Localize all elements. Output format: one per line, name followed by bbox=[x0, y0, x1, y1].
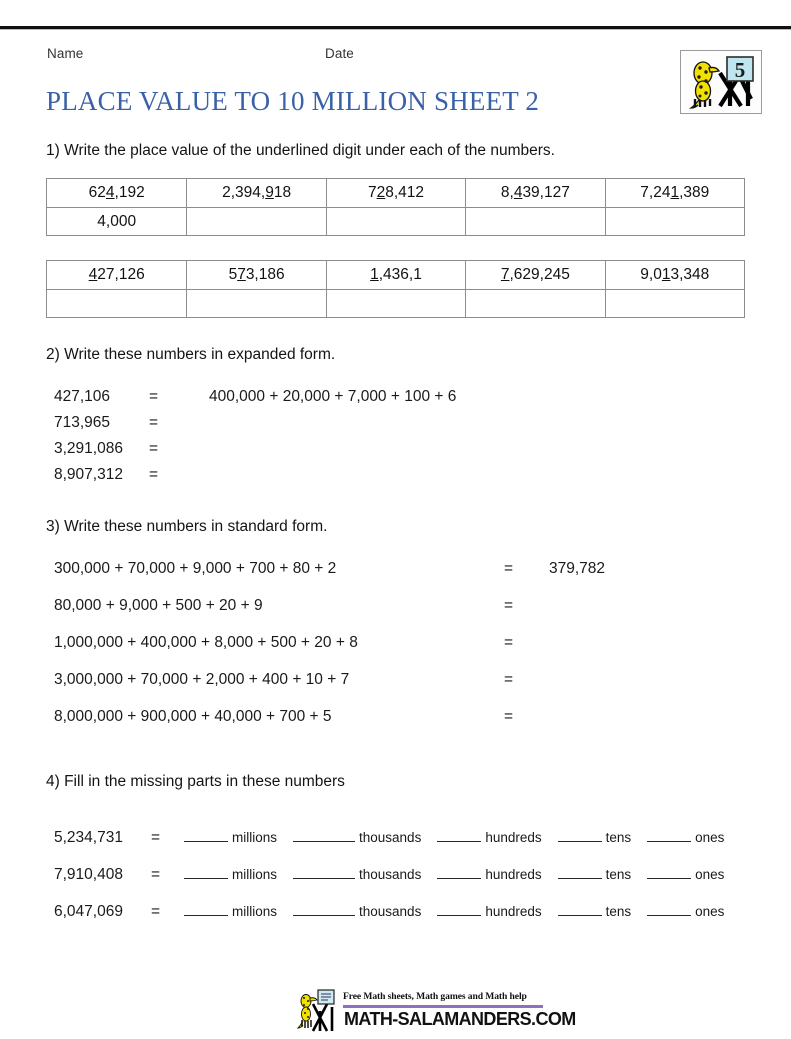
missing-parts-row bbox=[54, 865, 724, 885]
table-row bbox=[47, 290, 745, 318]
missing-parts-row bbox=[54, 828, 724, 848]
number-cell bbox=[466, 261, 605, 290]
equals-sign: = bbox=[151, 866, 161, 883]
standard-expression: 3,000,000 + 70,000 + 2,000 + 400 + 10 + 7 bbox=[54, 671, 350, 688]
blank-input-thousands[interactable] bbox=[293, 865, 355, 879]
number-cell bbox=[47, 261, 187, 290]
blank-input-tens[interactable] bbox=[558, 865, 602, 879]
standard-form-row bbox=[54, 671, 549, 689]
expanded-value[interactable]: 400,000 + 20,000 + 7,000 + 100 + 6 bbox=[209, 388, 457, 405]
unit-label-ones: ones bbox=[695, 904, 725, 919]
answer-cell[interactable] bbox=[605, 290, 744, 318]
unit-label-millions: millions bbox=[232, 867, 278, 882]
answer-cell[interactable] bbox=[47, 290, 187, 318]
underlined-digit: 4 bbox=[105, 184, 115, 201]
missing-part-slot-millions bbox=[184, 865, 277, 884]
salamander-easel-icon bbox=[681, 51, 761, 113]
missing-part-slot-tens bbox=[558, 828, 632, 847]
missing-part-slot-thousands bbox=[293, 902, 421, 921]
underlined-digit: 4 bbox=[88, 266, 98, 283]
blank-input-millions[interactable] bbox=[184, 902, 228, 916]
standard-expression: 1,000,000 + 400,000 + 8,000 + 500 + 20 + 8 bbox=[54, 634, 358, 651]
underlined-digit: 1 bbox=[370, 266, 379, 283]
number-cell bbox=[466, 179, 605, 208]
unit-label-millions: millions bbox=[232, 830, 278, 845]
underlined-digit: 9 bbox=[265, 184, 274, 201]
missing-part-slot-hundreds bbox=[437, 865, 541, 884]
number-cell bbox=[187, 261, 326, 290]
salamander-easel-icon bbox=[296, 987, 342, 1035]
expanded-number: 427,106 bbox=[54, 388, 111, 405]
missing-part-slot-thousands bbox=[293, 865, 421, 884]
underlined-digit: 4 bbox=[513, 184, 523, 201]
standard-form-row bbox=[54, 597, 549, 615]
number-cell bbox=[326, 261, 465, 290]
number-cell bbox=[605, 179, 744, 208]
answer-cell[interactable] bbox=[466, 208, 605, 236]
date-label: Date bbox=[325, 46, 354, 61]
logo-sign-number: 5 bbox=[734, 58, 746, 82]
missing-part-slot-millions bbox=[184, 828, 277, 847]
number-underlined-0: 624,192 bbox=[88, 184, 145, 201]
underlined-digit: 1 bbox=[661, 266, 671, 283]
question-2-prompt: 2) Write these numbers in expanded form. bbox=[46, 346, 336, 363]
question-3-prompt: 3) Write these numbers in standard form. bbox=[46, 518, 328, 535]
answer-cell[interactable] bbox=[187, 290, 326, 318]
blank-input-millions[interactable] bbox=[184, 828, 228, 842]
unit-label-millions: millions bbox=[232, 904, 278, 919]
name-label: Name bbox=[47, 46, 84, 61]
underlined-digit: 1 bbox=[670, 184, 680, 201]
unit-label-tens: tens bbox=[605, 867, 632, 882]
blank-input-ones[interactable] bbox=[647, 828, 691, 842]
number-cell bbox=[605, 261, 744, 290]
number-underlined-4: 7,241,389 bbox=[640, 184, 710, 201]
expanded-form-row bbox=[54, 414, 209, 432]
standard-expression: 80,000 + 9,000 + 500 + 20 + 9 bbox=[54, 597, 263, 614]
blank-input-tens[interactable] bbox=[558, 902, 602, 916]
missing-part-slot-hundreds bbox=[437, 902, 541, 921]
number-underlined-4: 9,013,348 bbox=[640, 266, 710, 283]
standard-expression: 8,000,000 + 900,000 + 40,000 + 700 + 5 bbox=[54, 708, 332, 725]
equals-sign: = bbox=[151, 903, 161, 920]
answer-cell[interactable] bbox=[466, 290, 605, 318]
table-row bbox=[47, 208, 745, 236]
blank-input-millions[interactable] bbox=[184, 865, 228, 879]
table-row bbox=[47, 179, 745, 208]
unit-label-hundreds: hundreds bbox=[485, 867, 542, 882]
underlined-digit: 7 bbox=[500, 266, 510, 283]
equals-sign: = bbox=[149, 414, 159, 431]
place-value-table-2 bbox=[46, 260, 745, 318]
page-title: PLACE VALUE TO 10 MILLION SHEET 2 bbox=[46, 86, 540, 116]
equals-sign: = bbox=[504, 560, 514, 577]
missing-parts-number: 7,910,408 bbox=[54, 866, 123, 883]
answer-cell[interactable] bbox=[187, 208, 326, 236]
standard-expression: 300,000 + 70,000 + 9,000 + 700 + 80 + 2 bbox=[54, 560, 337, 577]
unit-label-ones: ones bbox=[695, 830, 725, 845]
equals-sign: = bbox=[151, 829, 161, 846]
standard-form-row bbox=[54, 708, 549, 726]
expanded-form-row bbox=[54, 440, 209, 458]
unit-label-hundreds: hundreds bbox=[485, 830, 542, 845]
missing-part-slot-ones bbox=[647, 828, 724, 847]
answer-cell[interactable] bbox=[326, 208, 465, 236]
blank-input-ones[interactable] bbox=[647, 865, 691, 879]
missing-parts-slots bbox=[184, 903, 724, 920]
missing-part-slot-thousands bbox=[293, 828, 421, 847]
standard-form-row bbox=[54, 560, 605, 578]
equals-sign: = bbox=[504, 671, 514, 688]
standard-form-row bbox=[54, 634, 549, 652]
unit-label-thousands: thousands bbox=[359, 867, 422, 882]
question-1-prompt: 1) Write the place value of the underlined digit under each of the numbers. bbox=[46, 142, 555, 159]
number-underlined-3: 8,439,127 bbox=[500, 184, 570, 201]
equals-sign: = bbox=[504, 708, 514, 725]
missing-part-slot-tens bbox=[558, 902, 632, 921]
missing-parts-slots bbox=[184, 829, 724, 846]
blank-input-hundreds[interactable] bbox=[437, 865, 481, 879]
missing-part-slot-ones bbox=[647, 902, 724, 921]
underlined-digit: 7 bbox=[237, 266, 246, 283]
missing-part-slot-ones bbox=[647, 865, 724, 884]
blank-input-hundreds[interactable] bbox=[437, 828, 481, 842]
missing-parts-row bbox=[54, 902, 724, 922]
answer-cell[interactable] bbox=[605, 208, 744, 236]
footer-site-url: MATH-SALAMANDERS.COM bbox=[344, 1008, 576, 1029]
answer-cell[interactable] bbox=[326, 290, 465, 318]
expanded-number: 713,965 bbox=[54, 414, 111, 431]
expanded-number: 3,291,086 bbox=[54, 440, 123, 457]
equals-sign: = bbox=[149, 466, 159, 483]
number-cell bbox=[326, 179, 465, 208]
footer-branding bbox=[296, 987, 576, 1039]
blank-input-tens[interactable] bbox=[558, 828, 602, 842]
blank-input-hundreds[interactable] bbox=[437, 902, 481, 916]
missing-part-slot-tens bbox=[558, 865, 632, 884]
worksheet-page bbox=[0, 30, 791, 1029]
number-underlined-2: 1,436,1 bbox=[370, 266, 422, 283]
unit-label-thousands: thousands bbox=[359, 830, 422, 845]
missing-parts-number: 6,047,069 bbox=[54, 903, 123, 920]
question-4-prompt: 4) Fill in the missing parts in these numbers bbox=[46, 773, 345, 790]
place-value-table-1 bbox=[46, 178, 745, 236]
unit-label-tens: tens bbox=[605, 830, 632, 845]
unit-label-hundreds: hundreds bbox=[485, 904, 542, 919]
equals-sign: = bbox=[504, 597, 514, 614]
number-underlined-3: 7,629,245 bbox=[500, 266, 570, 283]
header-logo bbox=[680, 50, 762, 114]
number-underlined-1: 573,186 bbox=[228, 266, 285, 283]
standard-value[interactable]: 379,782 bbox=[549, 560, 606, 577]
footer-tagline: Free Math sheets, Math games and Math help bbox=[343, 991, 527, 1002]
underlined-digit: 2 bbox=[376, 184, 386, 201]
unit-label-tens: tens bbox=[605, 904, 632, 919]
expanded-form-row bbox=[54, 388, 456, 406]
unit-label-thousands: thousands bbox=[359, 904, 422, 919]
equals-sign: = bbox=[149, 440, 159, 457]
missing-parts-number: 5,234,731 bbox=[54, 829, 123, 846]
unit-label-ones: ones bbox=[695, 867, 725, 882]
number-cell bbox=[187, 179, 326, 208]
number-underlined-0: 427,126 bbox=[88, 266, 145, 283]
expanded-form-row bbox=[54, 466, 209, 484]
number-cell bbox=[47, 179, 187, 208]
number-underlined-2: 728,412 bbox=[367, 184, 424, 201]
blank-input-thousands[interactable] bbox=[293, 828, 355, 842]
blank-input-thousands[interactable] bbox=[293, 902, 355, 916]
number-underlined-1: 2,394,918 bbox=[222, 184, 292, 201]
answer-cell[interactable]: 4,000 bbox=[47, 208, 187, 236]
missing-parts-slots bbox=[184, 866, 724, 883]
blank-input-ones[interactable] bbox=[647, 902, 691, 916]
expanded-number: 8,907,312 bbox=[54, 466, 123, 483]
equals-sign: = bbox=[504, 634, 514, 651]
missing-part-slot-millions bbox=[184, 902, 277, 921]
missing-part-slot-hundreds bbox=[437, 828, 541, 847]
table-row bbox=[47, 261, 745, 290]
equals-sign: = bbox=[149, 388, 159, 405]
